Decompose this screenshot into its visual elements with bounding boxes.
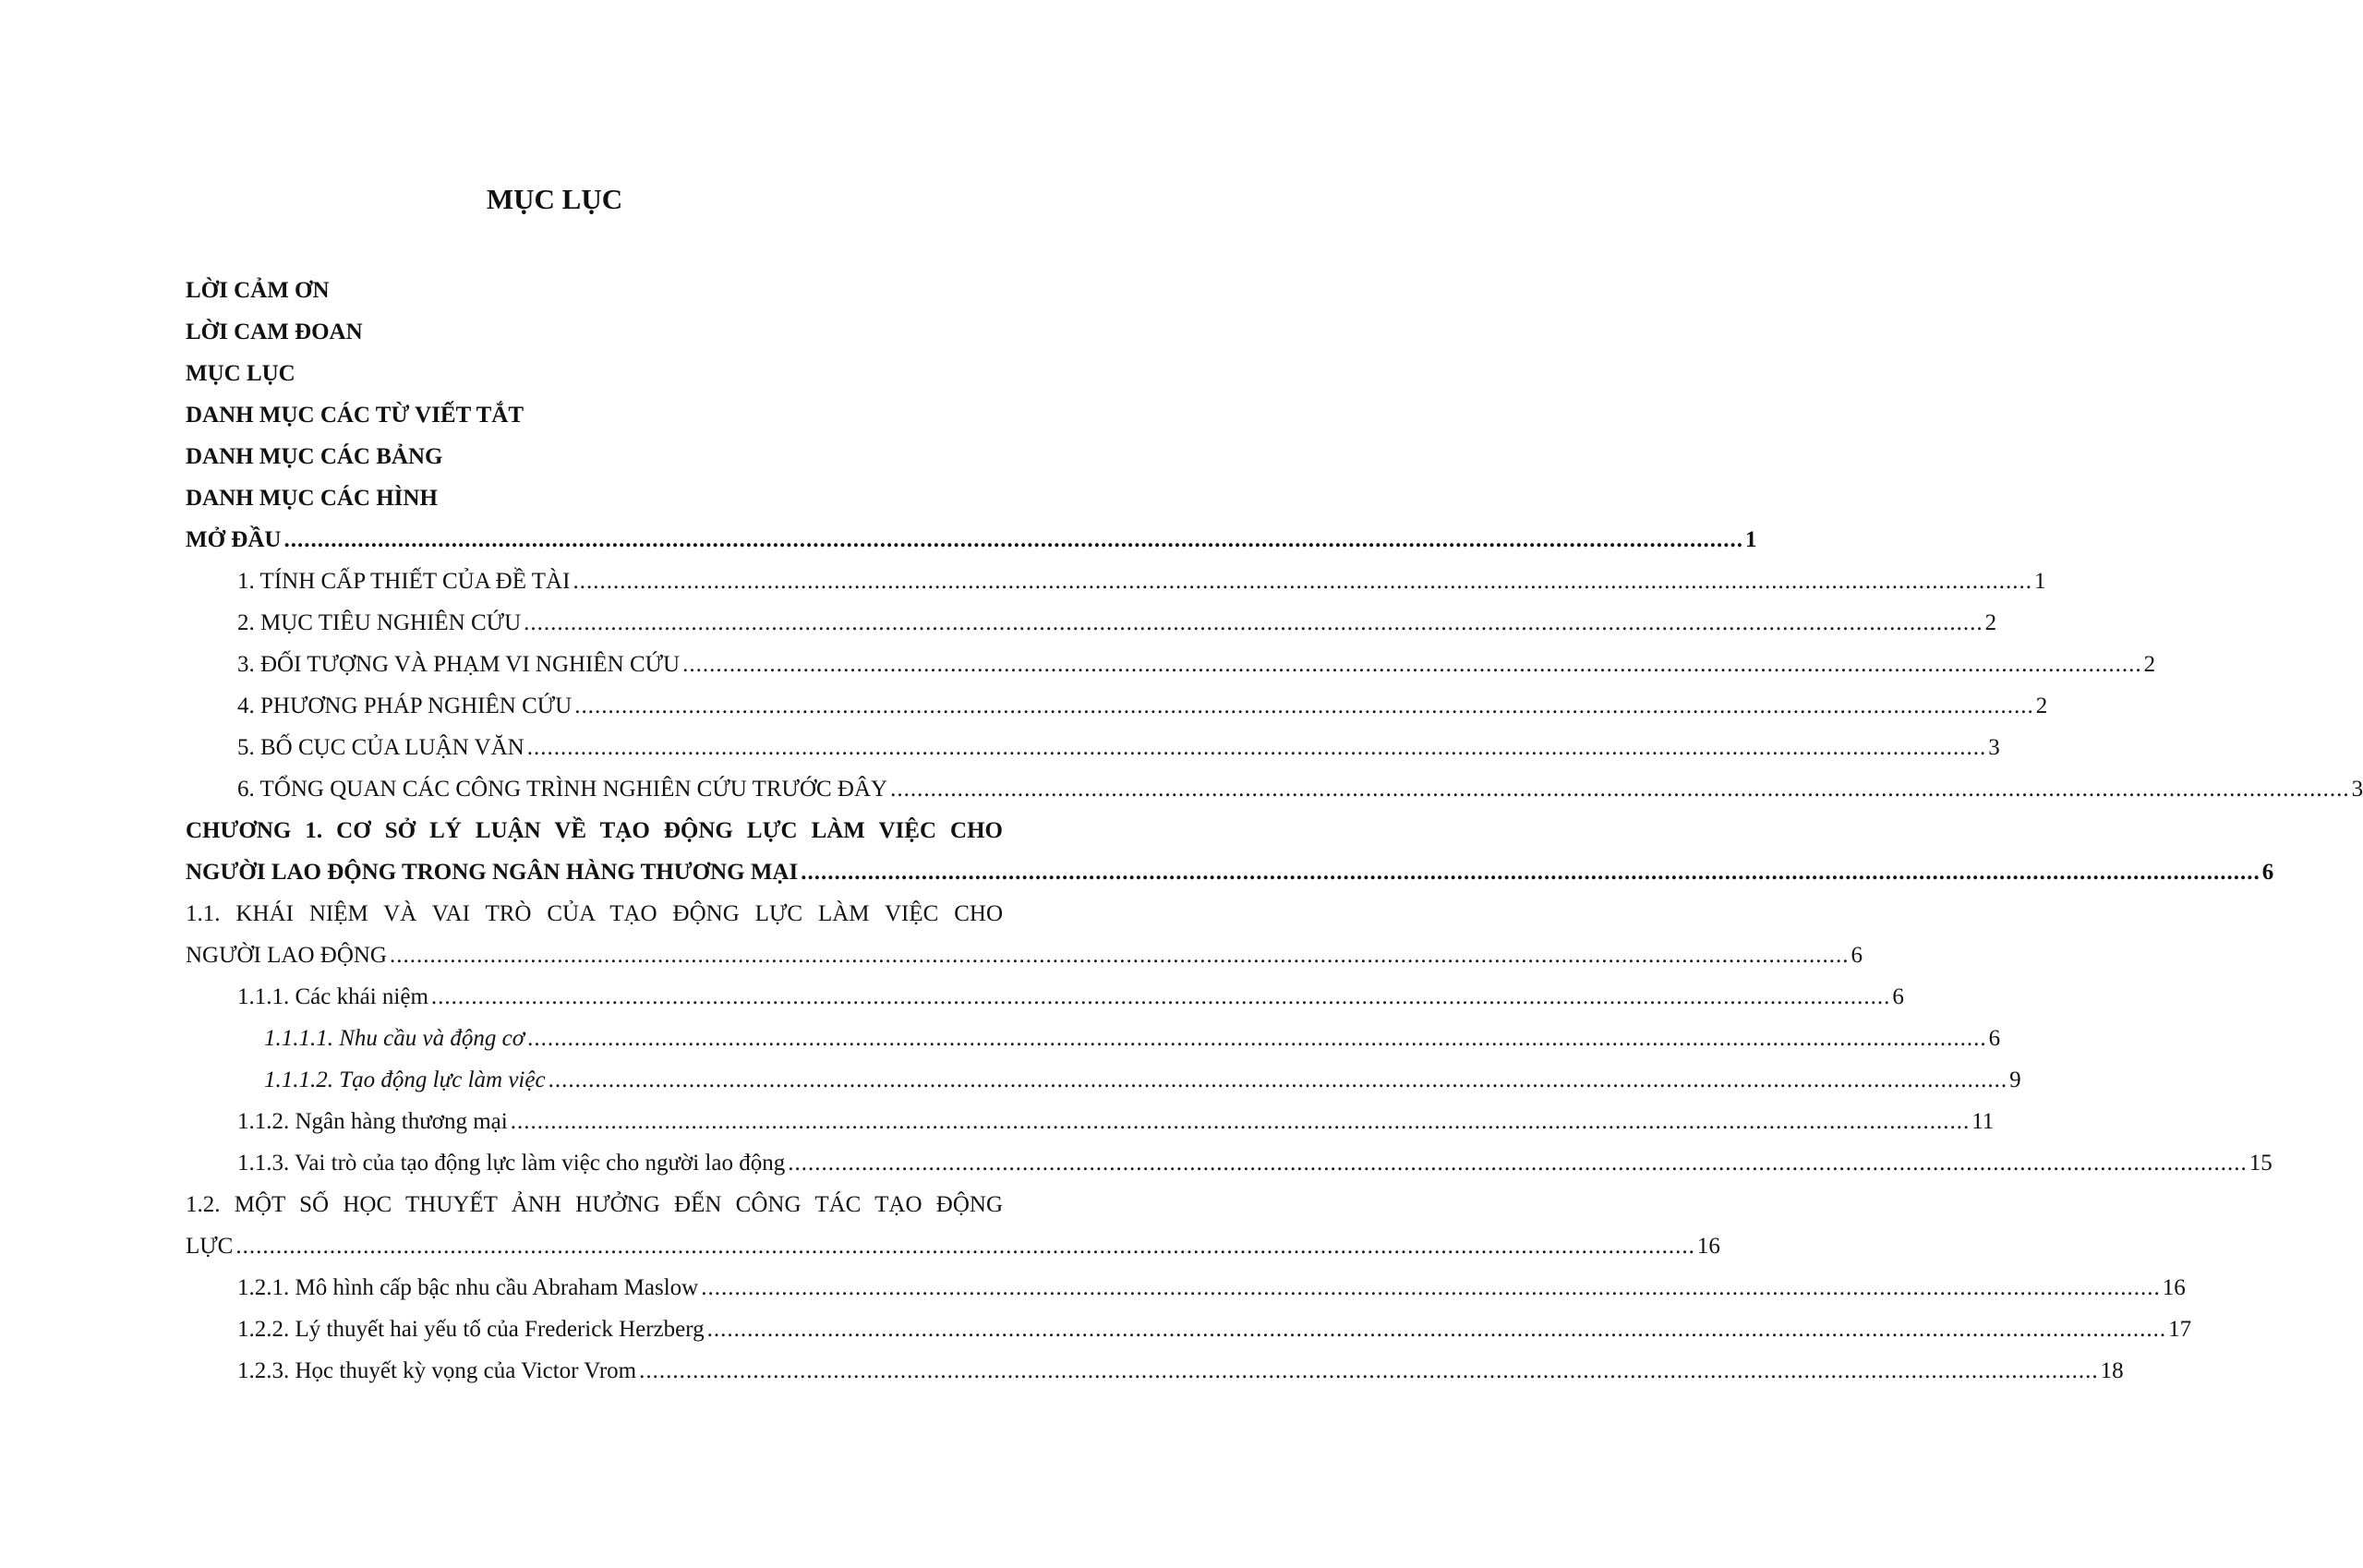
toc-page-number: 11	[1971, 1109, 1995, 1134]
toc-entry-front-matter[interactable]	[186, 394, 1003, 436]
toc-page-number: 2	[2035, 694, 2048, 718]
toc-entry-label: 1. TÍNH CẤP THIẾT CỦA ĐỀ TÀI	[237, 569, 571, 594]
dot-leader: ..........................................................................................................................................................................................................................	[389, 943, 1850, 968]
toc-entry-label: NGƯỜI LAO ĐỘNG TRONG NGÂN HÀNG THƯƠNG MẠI	[186, 860, 799, 885]
toc-page-number: 18	[2100, 1358, 2124, 1383]
toc-entry-label: 1.1. KHÁI NIỆM VÀ VAI TRÒ CỦA TẠO ĐỘNG LỰC LÀM VIỆC CHO	[186, 901, 1003, 926]
toc-entry-front-matter[interactable]	[186, 436, 1003, 477]
dot-leader: ..........................................................................................................................................................................................................................	[430, 984, 1891, 1009]
dot-leader: ..........................................................................................................................................................................................................................	[510, 1109, 1971, 1134]
toc-entry[interactable]	[186, 1142, 2273, 1184]
toc-entry[interactable]	[186, 1018, 2001, 1059]
dot-leader: ..........................................................................................................................................................................................................................	[639, 1358, 2099, 1383]
toc-entry-front-matter[interactable]	[186, 270, 1003, 311]
toc-entry-label: 1.2.3. Học thuyết kỳ vọng của Victor Vrom	[237, 1358, 637, 1383]
table-of-contents	[186, 270, 2363, 1392]
page-title: MỤC LỤC	[486, 183, 623, 215]
toc-entry-label: MỞ ĐẦU	[186, 527, 282, 552]
toc-entry-label: CHƯƠNG 1. CƠ SỞ LÝ LUẬN VỀ TẠO ĐỘNG LỰC LÀM VIỆC CHO	[186, 818, 1003, 843]
toc-entry[interactable]	[186, 644, 2156, 685]
toc-entry-label: LỜI CẢM ƠN	[186, 278, 330, 303]
dot-leader: ..........................................................................................................................................................................................................................	[548, 1067, 2008, 1092]
toc-entry-label: 3. ĐỐI TƯỢNG VÀ PHẠM VI NGHIÊN CỨU	[237, 652, 681, 677]
toc-page-number: 2	[1984, 610, 1997, 635]
toc-entry[interactable]	[186, 976, 1904, 1018]
toc-entry[interactable]	[186, 685, 2048, 727]
toc-page-number: 6	[1851, 943, 1863, 968]
toc-entry[interactable]	[186, 1309, 2192, 1350]
toc-entry[interactable]	[186, 727, 2000, 768]
toc-page-number: 3	[1988, 735, 2000, 760]
toc-page-number: 17	[2168, 1317, 2192, 1342]
toc-page-number: 15	[2248, 1151, 2273, 1176]
toc-page-number: 6	[1892, 984, 1904, 1009]
toc-entry-front-matter[interactable]	[186, 353, 1003, 394]
toc-entry-label: 1.1.1.1. Nhu cầu và động cơ	[264, 1026, 525, 1051]
toc-entry-section-line1[interactable]	[186, 1184, 1003, 1225]
toc-page-number: 16	[1696, 1234, 1720, 1259]
toc-entry-label: 1.2.1. Mô hình cấp bậc nhu cầu Abraham Maslow	[237, 1275, 699, 1300]
toc-entry-label: 5. BỐ CỤC CỦA LUẬN VĂN	[237, 735, 524, 760]
toc-page-number: 2	[2143, 652, 2156, 677]
dot-leader: ..........................................................................................................................................................................................................................	[890, 777, 2350, 802]
dot-leader: ..........................................................................................................................................................................................................................	[706, 1317, 2167, 1342]
toc-page-number: 3	[2351, 777, 2363, 802]
toc-entry-label: 1.1.1. Các khái niệm	[237, 984, 428, 1009]
toc-entry-label: LỰC	[186, 1234, 234, 1259]
toc-entry[interactable]	[186, 768, 2363, 810]
toc-entry-label: 6. TỔNG QUAN CÁC CÔNG TRÌNH NGHIÊN CỨU TRƯỚC ĐÂY	[237, 777, 888, 802]
toc-entry-section-line2[interactable]	[186, 1225, 1720, 1267]
dot-leader: ..........................................................................................................................................................................................................................	[701, 1275, 2161, 1300]
toc-entry-intro[interactable]	[186, 519, 1757, 561]
toc-entry-chapter-line2[interactable]	[186, 851, 2274, 893]
dot-leader: ..........................................................................................................................................................................................................................	[573, 569, 2032, 594]
toc-entry-front-matter[interactable]	[186, 477, 1003, 519]
toc-page-number: 16	[2162, 1275, 2186, 1300]
dot-leader: ..........................................................................................................................................................................................................................	[526, 735, 1987, 760]
toc-entry-label: 1.1.1.2. Tạo động lực làm việc	[264, 1067, 546, 1092]
toc-page-number: 1	[1744, 527, 1757, 552]
toc-entry[interactable]	[186, 1350, 2124, 1392]
dot-leader: ..........................................................................................................................................................................................................................	[788, 1151, 2248, 1176]
toc-page-number: 6	[1988, 1026, 2001, 1051]
toc-entry[interactable]	[186, 1101, 1995, 1142]
toc-entry-label: 1.1.3. Vai trò của tạo động lực làm việc cho người lao động	[237, 1151, 786, 1176]
toc-entry-label: LỜI CAM ĐOAN	[186, 320, 363, 344]
toc-entry-section-line1[interactable]	[186, 893, 1003, 935]
toc-entry-label: 1.1.2. Ngân hàng thương mại	[237, 1109, 508, 1134]
toc-page-number: 1	[2033, 569, 2046, 594]
toc-entry-label: NGƯỜI LAO ĐỘNG	[186, 943, 387, 968]
toc-entry-section-line2[interactable]	[186, 935, 1863, 976]
toc-entry[interactable]	[186, 602, 1997, 644]
toc-page-number: 6	[2261, 860, 2274, 885]
toc-entry-label: DANH MỤC CÁC TỪ VIẾT TẮT	[186, 403, 524, 428]
dot-leader: ..........................................................................................................................................................................................................................	[527, 1026, 1987, 1051]
dot-leader: ..........................................................................................................................................................................................................................	[801, 860, 2261, 885]
toc-entry-front-matter[interactable]	[186, 311, 1003, 353]
toc-entry[interactable]	[186, 1267, 2186, 1309]
toc-entry-label: 2. MỤC TIÊU NGHIÊN CỨU	[237, 610, 522, 635]
toc-entry-chapter-line1[interactable]	[186, 810, 1003, 851]
toc-entry-label: DANH MỤC CÁC HÌNH	[186, 486, 438, 511]
toc-entry-label: DANH MỤC CÁC BẢNG	[186, 444, 443, 469]
dot-leader: ..........................................................................................................................................................................................................................	[682, 652, 2142, 677]
toc-entry-label: 1.2. MỘT SỐ HỌC THUYẾT ẢNH HƯỞNG ĐẾN CÔNG TÁC TẠO ĐỘNG	[186, 1192, 1003, 1217]
toc-page-number: 9	[2009, 1067, 2021, 1092]
dot-leader: ..........................................................................................................................................................................................................................	[574, 694, 2034, 718]
toc-entry[interactable]	[186, 1059, 2021, 1101]
toc-entry-label: 1.2.2. Lý thuyết hai yếu tố của Frederick Herzberg	[237, 1317, 705, 1342]
dot-leader: ..........................................................................................................................................................................................................................	[524, 610, 1983, 635]
toc-entry-label: 4. PHƯƠNG PHÁP NGHIÊN CỨU	[237, 694, 573, 718]
dot-leader: ..........................................................................................................................................................................................................................	[283, 527, 1743, 552]
toc-entry-label: MỤC LỤC	[186, 361, 295, 386]
dot-leader: ..........................................................................................................................................................................................................................	[235, 1234, 1695, 1259]
toc-entry[interactable]	[186, 561, 2046, 602]
